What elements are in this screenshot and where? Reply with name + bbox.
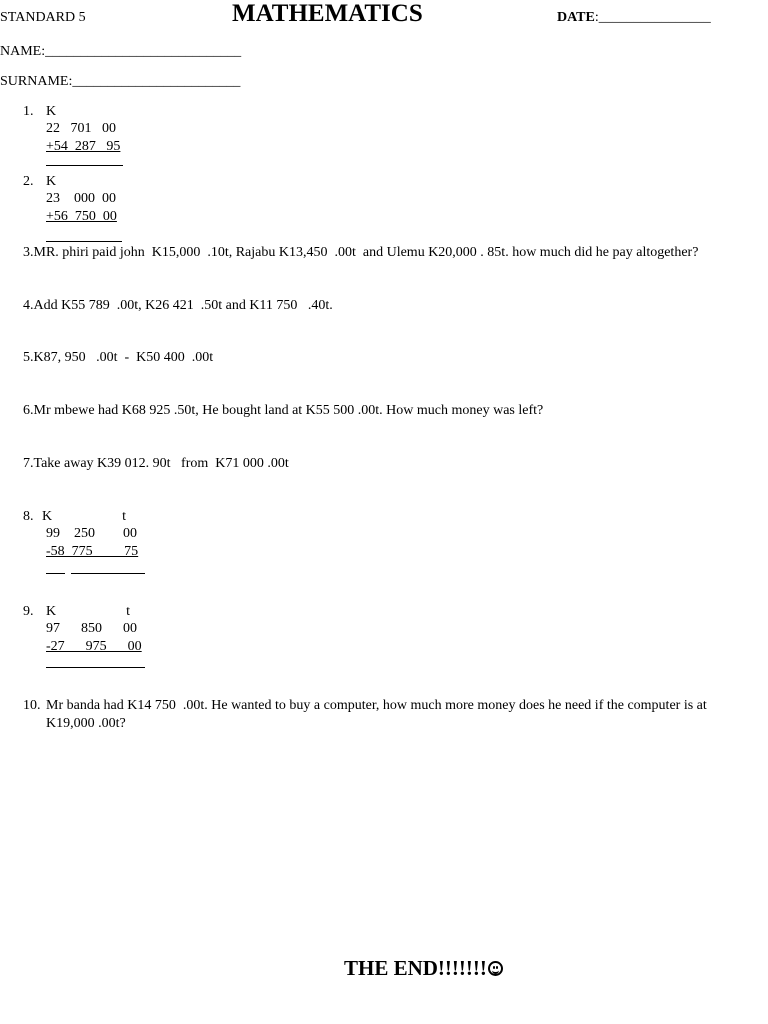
subtraction-row: -58 775 75 — [46, 544, 139, 559]
addend-row: +54 287 95 — [46, 139, 121, 154]
question-text: Mr mbewe had K68 925 .50t, He bought land at K55 500 .00t. How much money was left? — [33, 403, 544, 418]
currency-header: K t — [42, 509, 126, 524]
question-5 — [23, 350, 213, 366]
question-4 — [23, 298, 333, 314]
currency-header: K — [46, 104, 57, 119]
subtraction-row: -27 975 00 — [46, 639, 142, 654]
name-field — [0, 44, 241, 60]
grade-label: STANDARD 5 — [0, 10, 86, 25]
answer-line — [46, 241, 122, 242]
question-text: K19,000 .00t? — [46, 716, 126, 731]
surname-field — [0, 74, 240, 90]
question-text: Mr banda had K14 750 .00t. He wanted to buy a computer, how much more money does he need if the computer is at — [46, 698, 707, 713]
question-7 — [23, 456, 289, 472]
question-number: 3. — [23, 245, 34, 260]
answer-line — [46, 573, 65, 574]
currency-header: K — [46, 174, 57, 189]
answer-line — [46, 667, 145, 668]
question-text: Add K55 789 .00t, K26 421 .50t and K11 750 .40t. — [33, 298, 333, 313]
name-line: ____________________________ — [45, 44, 242, 59]
addend-row: 23 000 00 — [46, 191, 116, 206]
surname-line: ________________________ — [72, 74, 241, 89]
surname-label: SURNAME: — [0, 74, 73, 89]
question-3 — [23, 245, 698, 261]
question-number: 7. — [23, 456, 34, 471]
date-line: :________________ — [594, 10, 711, 25]
answer-line — [71, 573, 145, 574]
question-text: MR. phiri paid john K15,000 .10t, Rajabu K13,450 .00t and Ulemu K20,000 . 85t. how much did he pay altogether? — [33, 245, 699, 260]
question-number: 8. — [23, 509, 34, 524]
page-title: MATHEMATICS — [232, 0, 423, 27]
end-label: THE END!!!!!!! — [344, 956, 487, 980]
answer-line — [46, 165, 123, 166]
question-number: 9. — [23, 604, 34, 619]
question-text: Take away K39 012. 90t from K71 000 .00t — [33, 456, 289, 471]
question-number: 2. — [23, 174, 34, 189]
addend-row: 22 701 00 — [46, 121, 116, 136]
question-number: 4. — [23, 298, 34, 313]
the-end-text — [344, 956, 503, 980]
subtraction-row: 99 250 00 — [46, 526, 137, 541]
date-field — [557, 10, 711, 26]
question-number: 1. — [23, 104, 34, 119]
date-label: DATE — [557, 10, 595, 25]
smiley-icon — [488, 961, 503, 976]
addend-row: +56 750 00 — [46, 209, 117, 224]
question-number: 5. — [23, 350, 34, 365]
name-label: NAME: — [0, 44, 46, 59]
question-number: 10. — [23, 698, 41, 713]
question-number: 6. — [23, 403, 34, 418]
subtraction-row: 97 850 00 — [46, 621, 137, 636]
question-text: K87, 950 .00t - K50 400 .00t — [33, 350, 214, 365]
question-6 — [23, 403, 543, 419]
currency-header: K t — [46, 604, 130, 619]
